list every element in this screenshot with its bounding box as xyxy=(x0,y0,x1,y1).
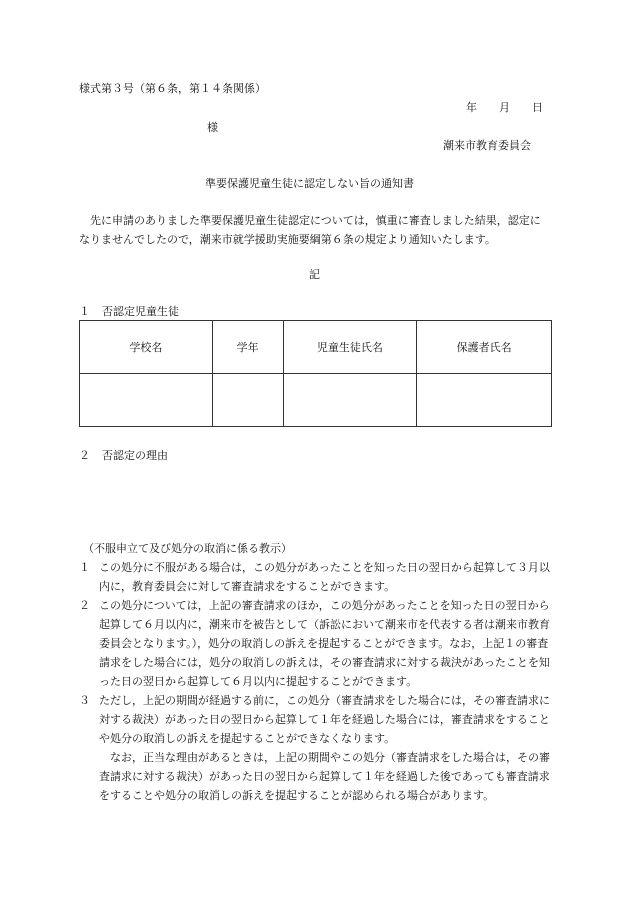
cell-grade xyxy=(212,374,283,427)
form-number: 様式第３号（第６条，第１４条関係） xyxy=(79,82,266,95)
document-title: 準要保護児童生徒に認定しない旨の通知書 xyxy=(205,177,414,190)
section1-title: 否認定児童生徒 xyxy=(102,305,179,318)
header-grade: 学年 xyxy=(212,321,283,374)
header-student-name: 児童生徒氏名 xyxy=(283,321,417,374)
notice-item-number: １ xyxy=(79,561,90,574)
section1-number: １ xyxy=(79,305,90,318)
denied-student-table xyxy=(79,320,552,427)
section2-title: 否認定の理由 xyxy=(102,449,168,462)
cell-guardian-name xyxy=(417,374,552,427)
notice-item-text: この処分に不服がある場合は，この処分があったことを知った日の翌日から起算して３月以内に，教育委員会に対して審査請求をすることができます。 xyxy=(99,561,550,593)
section1-heading xyxy=(79,305,179,318)
appeal-notice xyxy=(79,539,557,805)
date-line: 年 月 日 xyxy=(466,101,543,114)
cell-school-name xyxy=(80,374,213,427)
issuer: 潮来市教育委員会 xyxy=(443,139,531,152)
notice-item-3 xyxy=(79,691,557,748)
table-header-row xyxy=(80,321,552,374)
notice-footnote: なお，正当な理由があるときは，上記の期間やこの処分（審査請求をした場合は，その審査請求に対する裁決）があった日の翌日から起算して１年を経過した後であっても審査請求をすることや処分の取消しの訴えを提起することが認められる場合があります。 xyxy=(99,751,550,802)
notice-item-text: この処分については，上記の審査請求のほか，この処分があったことを知った日の翌日から起算して６月以内に，潮来市を被告として（訴訟において潮来市を代表する者は潮来市教育委員会となります。），処分の取消しの訴えを提起することができます。なお，上記１の審査請求をした場合には，処分の取消しの訴えは，その審査請求に対する裁決があったことを知った日の翌日から起算して６月以内に提起することができます。 xyxy=(99,599,550,688)
header-school-name: 学校名 xyxy=(80,321,213,374)
addressee-suffix: 様 xyxy=(207,121,218,134)
notice-heading: （不服申立て及び処分の取消に係る教示） xyxy=(83,542,292,555)
notice-item-1 xyxy=(79,558,557,596)
body-text: 先に申請のありました準要保護児童生徒認定については，慎重に審査しました結果，認定になりませんでしたので，潮来市就学援助実施要綱第６条の規定より通知いたします。 xyxy=(79,214,541,246)
notice-item-2 xyxy=(79,596,557,691)
cell-student-name xyxy=(283,374,417,427)
section2-heading xyxy=(79,449,168,462)
header-guardian-name: 保護者氏名 xyxy=(417,321,552,374)
notice-item-number: ３ xyxy=(79,694,90,707)
section2-number: ２ xyxy=(79,449,90,462)
table-row xyxy=(80,374,552,427)
ki-mark: 記 xyxy=(309,268,320,281)
notice-item-text: ただし，上記の期間が経過する前に，この処分（審査請求をした場合には，その審査請求に対する裁決）があった日の翌日から起算して１年を経過した場合には，審査請求をすることや処分の取消しの訴えを提起することができなくなります。 xyxy=(99,694,550,745)
notice-item-number: ２ xyxy=(79,599,90,612)
